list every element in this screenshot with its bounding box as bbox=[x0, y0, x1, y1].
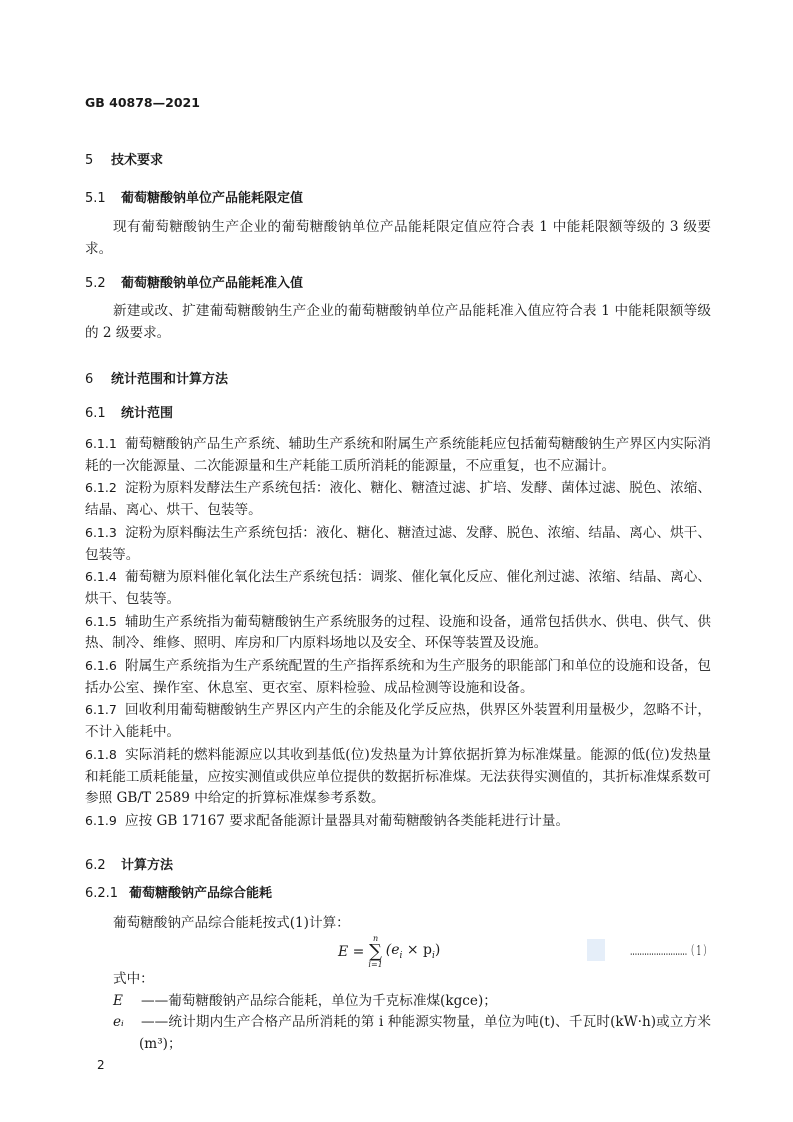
var-E bbox=[113, 991, 711, 1013]
section-title: 技术要求 bbox=[111, 152, 164, 168]
sum-upper: n bbox=[373, 933, 379, 943]
clause-number: 6.1.5 bbox=[85, 613, 117, 629]
formula-1 bbox=[85, 935, 711, 969]
formula-expression bbox=[338, 935, 440, 969]
clause-6-1-8 bbox=[85, 744, 711, 810]
var-ei bbox=[113, 1012, 711, 1055]
formula-close: ) bbox=[434, 942, 441, 959]
standard-code: GB 40878—2021 bbox=[85, 95, 200, 110]
section-5-heading bbox=[85, 150, 711, 172]
watermark-mark bbox=[587, 939, 605, 961]
clause-text: 应按 GB 17167 要求配备能源计量器具对葡萄糖酸钠各类能耗进行计量。 bbox=[125, 812, 570, 829]
section-number: 6 bbox=[85, 371, 94, 387]
clause-text: 淀粉为原料酶法生产系统包括：液化、糖化、糖渣过滤、发酵、脱色、浓缩、结晶、离心、烘干、包装等。 bbox=[85, 524, 711, 563]
clause-6-1-9 bbox=[85, 810, 711, 833]
section-5-2-text: 新建或改、扩建葡萄糖酸钠生产企业的葡萄糖酸钠单位产品能耗准入值应符合表 1 中能耗限额等级的 2 级要求。 bbox=[85, 303, 711, 341]
section-6-1-heading bbox=[85, 403, 711, 425]
clause-text: 辅助生产系统指为葡萄糖酸钠生产系统服务的过程、设施和设备，通常包括供水、供电、供气、供热、制冷、维修、照明、库房和厂内原料场地以及安全、环保等装置及设施。 bbox=[85, 613, 711, 652]
clause-text: 葡萄糖为原料催化氧化法生产系统包括：调浆、催化氧化反应、催化剂过滤、浓缩、结晶、离心、烘干、包装等。 bbox=[85, 569, 711, 607]
section-5-1-heading bbox=[85, 188, 711, 210]
clause-number: 6.1.2 bbox=[85, 480, 117, 496]
section-number: 5 bbox=[85, 152, 94, 168]
clause-6-1-3 bbox=[85, 522, 711, 566]
section-number: 6.1 bbox=[85, 406, 106, 422]
sum-operator bbox=[368, 935, 382, 969]
term-p: × p bbox=[406, 942, 433, 959]
document-body bbox=[85, 92, 711, 1056]
section-6-2-1-heading bbox=[85, 883, 711, 905]
clause-number: 6.1.9 bbox=[85, 812, 117, 828]
var-symbol: E bbox=[113, 992, 123, 1009]
sum-symbol: ∑ bbox=[369, 940, 383, 962]
section-6-2-heading bbox=[85, 855, 711, 877]
section-title: 葡萄糖酸钠单位产品能耗限定值 bbox=[121, 191, 304, 207]
clause-text: 实际消耗的燃料能源应以其收到基低(位)发热量为计算依据折算为标准煤量。能源的低(位)发热量和耗能工质耗能量，应按实测值或供应单位提供的数据折标准煤。无法获得实测值的，其折标准煤系数可参照 GB/T 2589 中给定的折算标准煤参考系数。 bbox=[85, 746, 711, 807]
clause-text: 回收利用葡萄糖酸钠生产界区内产生的余能及化学反应热，供界区外装置利用量极少，忽略不计，不计入能耗中。 bbox=[85, 702, 711, 741]
clause-number: 6.1.1 bbox=[85, 436, 117, 452]
clause-6-1-7 bbox=[85, 699, 711, 743]
section-title: 葡萄糖酸钠单位产品能耗准入值 bbox=[121, 275, 304, 291]
clause-text: 葡萄糖酸钠产品生产系统、辅助生产系统和附属生产系统能耗应包括葡萄糖酸钠生产界区内实际消耗的一次能源量、二次能源量和生产耗能工质所消耗的能源量，不应重复，也不应漏计。 bbox=[85, 436, 711, 474]
sum-lower: i=1 bbox=[368, 959, 383, 969]
clause-text: 附属生产系统指为生产系统配置的生产指挥系统和为生产服务的职能部门和单位的设施和设备，包括办公室、操作室、休息室、更衣室、原料检验、成品检测等设施和设备。 bbox=[85, 658, 711, 696]
section-6-heading bbox=[85, 369, 711, 391]
section-title: 计算方法 bbox=[121, 857, 174, 873]
sub-i: i bbox=[432, 951, 435, 962]
clause-6-1-6 bbox=[85, 655, 711, 699]
formula-intro: 葡萄糖酸钠产品综合能耗按式(1)计算： bbox=[113, 915, 350, 932]
section-number: 5.1 bbox=[85, 191, 106, 207]
sub-i: i bbox=[399, 951, 403, 962]
formula-body bbox=[386, 942, 441, 961]
clause-6-1-2 bbox=[85, 477, 711, 521]
clause-number: 6.1.7 bbox=[85, 702, 117, 718]
formula-lhs: E = bbox=[338, 943, 365, 960]
clause-number: 6.1.8 bbox=[85, 746, 117, 762]
section-title: 统计范围和计算方法 bbox=[111, 371, 229, 387]
var-symbol: eᵢ bbox=[113, 1014, 124, 1031]
equation-number: ……………………（ 1 ） bbox=[630, 943, 711, 959]
section-number: 6.2 bbox=[85, 857, 106, 873]
clause-6-1-5 bbox=[85, 611, 711, 655]
clause-text: 淀粉为原料发酵法生产系统包括：液化、糖化、糖渣过滤、扩培、发酵、菌体过滤、脱色、浓缩、结晶、离心、烘干、包装等。 bbox=[85, 480, 711, 519]
clause-6-1-1 bbox=[85, 433, 711, 477]
clause-6-1-4 bbox=[85, 566, 711, 610]
page-number: 2 bbox=[97, 1058, 105, 1072]
clause-number: 6.1.4 bbox=[85, 569, 117, 585]
var-desc: ——葡萄糖酸钠产品综合能耗，单位为千克标准煤(kgce)； bbox=[141, 992, 497, 1009]
section-title: 葡萄糖酸钠产品综合能耗 bbox=[129, 886, 273, 902]
section-number: 5.2 bbox=[85, 275, 106, 291]
section-5-2-heading bbox=[85, 273, 711, 295]
term-e: (e bbox=[385, 942, 400, 959]
where-label: 式中： bbox=[113, 970, 154, 987]
section-5-1-text: 现有葡萄糖酸钠生产企业的葡萄糖酸钠单位产品能耗限定值应符合表 1 中能耗限额等级的 3 级要求。 bbox=[85, 219, 711, 257]
clause-number: 6.1.6 bbox=[85, 658, 117, 674]
clause-number: 6.1.3 bbox=[85, 524, 117, 540]
section-title: 统计范围 bbox=[121, 406, 174, 422]
section-number: 6.2.1 bbox=[85, 886, 119, 902]
var-desc: ——统计期内生产合格产品所消耗的第 i 种能源实物量，单位为吨(t)、千瓦时(kW·h)或立方米(m³)； bbox=[139, 1014, 711, 1052]
